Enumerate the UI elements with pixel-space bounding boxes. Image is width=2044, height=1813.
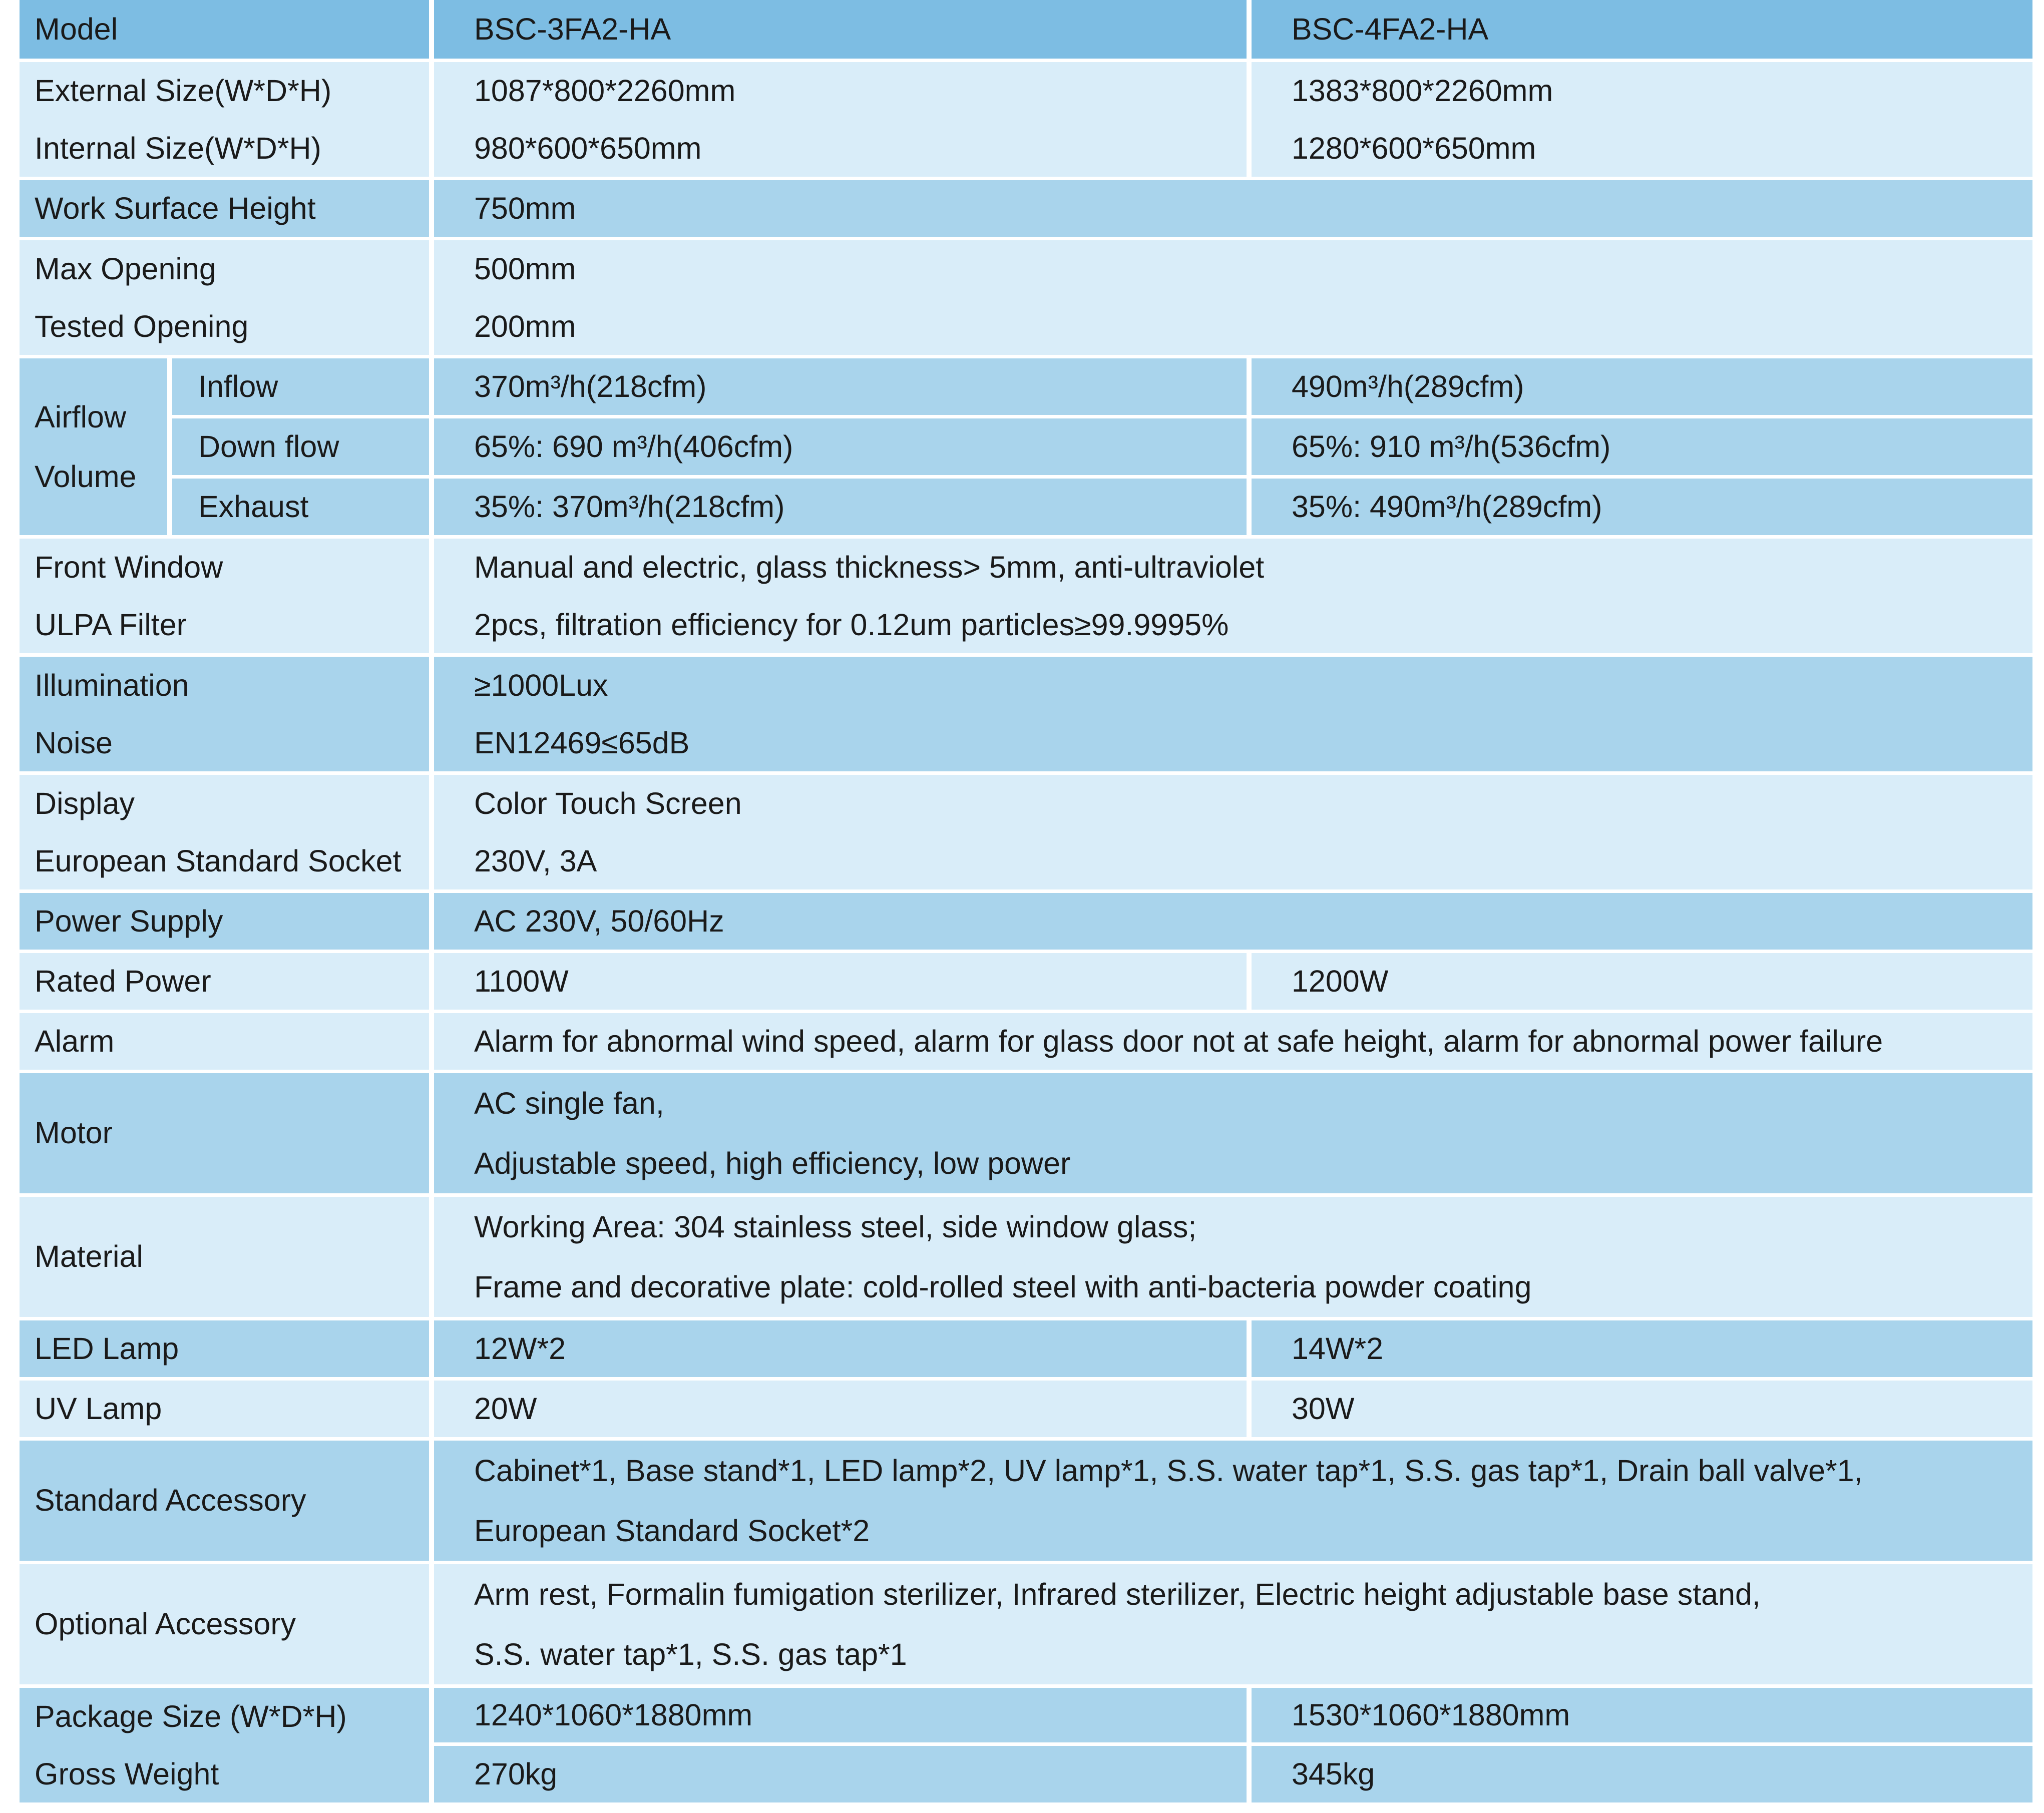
table-row [20,1381,2032,1441]
row-label: Package Size (W*D*H) [20,1688,434,1746]
airflow-label [20,358,172,539]
airflow-sub-label: Inflow [172,358,434,418]
table-row [20,418,2032,479]
row-label: Rated Power [20,953,434,1013]
cell-value-b: 1383*800*2260mm [1252,62,2032,120]
row-label: LED Lamp [20,1320,434,1381]
airflow-sub-label: Down flow [172,418,434,479]
cell-value-b: 30W [1252,1381,2032,1441]
cell-line: European Standard Socket*2 [474,1514,870,1548]
cell-value: Manual and electric, glass thickness> 5mm, anti-ultraviolet [434,539,2032,597]
cell-value: 200mm [434,298,2032,358]
row-label: Max Opening [20,240,434,298]
row-label: Illumination [20,657,434,715]
row-label: Internal Size(W*D*H) [20,120,434,180]
row-label: Display [20,775,434,833]
cell-value-b: 1200W [1252,953,2032,1013]
cell-value-a: 370m³/h(218cfm) [434,358,1252,418]
cell-value-b: 14W*2 [1252,1320,2032,1381]
cell-value-a: 980*600*650mm [434,120,1252,180]
airflow-label-line2: Volume [35,459,137,494]
row-label: Tested Opening [20,298,434,358]
cell-value: ≥1000Lux [434,657,2032,715]
table-row [20,479,2032,539]
row-label: UV Lamp [20,1381,434,1441]
cell-value-b: 35%: 490m³/h(289cfm) [1252,479,2032,539]
cell-value-b: 490m³/h(289cfm) [1252,358,2032,418]
airflow-label-line1: Airflow [35,399,127,434]
table-row [20,1746,2032,1806]
row-label: Alarm [20,1013,434,1073]
cell-value-a: 1087*800*2260mm [434,62,1252,120]
row-label: Motor [20,1073,434,1197]
cell-line: Adjustable speed, high efficiency, low power [474,1146,1071,1180]
row-label: ULPA Filter [20,597,434,657]
cell-value: Color Touch Screen [434,775,2032,833]
cell-line: Frame and decorative plate: cold-rolled steel with anti-bacteria powder coating [474,1270,1532,1304]
table-row [20,240,2032,298]
cell-value-b: 65%: 910 m³/h(536cfm) [1252,418,2032,479]
row-label: European Standard Socket [20,833,434,893]
cell-value-a: 1240*1060*1880mm [434,1688,1252,1746]
cell-value: EN12469≤65dB [434,715,2032,775]
row-label: Optional Accessory [20,1564,434,1688]
header-row [20,0,2032,62]
row-label: Material [20,1197,434,1320]
table-row [20,539,2032,597]
cell-value [434,1564,2032,1688]
cell-line: Arm rest, Formalin fumigation sterilizer, Infrared sterilizer, Electric height adjustable base stand, [474,1577,1761,1611]
table-row [20,1073,2032,1197]
table-row [20,358,2032,418]
cell-value-b: 1280*600*650mm [1252,120,2032,180]
table-row [20,1441,2032,1564]
model-b-header: BSC-4FA2-HA [1252,0,2032,62]
table-row [20,833,2032,893]
header-label: Model [20,0,434,62]
cell-value: 2pcs, filtration efficiency for 0.12um particles≥99.9995% [434,597,2032,657]
row-label: Work Surface Height [20,180,434,240]
cell-value [434,1441,2032,1564]
cell-value-a: 65%: 690 m³/h(406cfm) [434,418,1252,479]
cell-value: Alarm for abnormal wind speed, alarm for glass door not at safe height, alarm for abnormal power failure [434,1013,2032,1073]
spec-table [20,0,2032,1806]
table-row [20,62,2032,120]
cell-value-b: 1530*1060*1880mm [1252,1688,2032,1746]
table-row [20,1197,2032,1320]
table-row [20,715,2032,775]
row-label: Power Supply [20,893,434,953]
table-row [20,1688,2032,1746]
cell-value-a: 20W [434,1381,1252,1441]
cell-value [434,1197,2032,1320]
cell-value-a: 12W*2 [434,1320,1252,1381]
table-row [20,1320,2032,1381]
cell-line: Cabinet*1, Base stand*1, LED lamp*2, UV lamp*1, S.S. water tap*1, S.S. gas tap*1, Drain ball valve*1, [474,1454,1863,1488]
row-label: Front Window [20,539,434,597]
row-label: Noise [20,715,434,775]
row-label: Standard Accessory [20,1441,434,1564]
cell-line: AC single fan, [474,1086,664,1120]
cell-value: 500mm [434,240,2032,298]
row-label: Gross Weight [20,1746,434,1806]
table-row [20,953,2032,1013]
table-row [20,1013,2032,1073]
table-row [20,180,2032,240]
table-row [20,893,2032,953]
table-row [20,1564,2032,1688]
cell-line: Working Area: 304 stainless steel, side window glass; [474,1210,1197,1244]
table-row [20,597,2032,657]
cell-value: 230V, 3A [434,833,2032,893]
cell-value [434,1073,2032,1197]
cell-value: AC 230V, 50/60Hz [434,893,2032,953]
cell-value-a: 35%: 370m³/h(218cfm) [434,479,1252,539]
row-label: External Size(W*D*H) [20,62,434,120]
table-row [20,657,2032,715]
table-row [20,120,2032,180]
cell-value-a: 270kg [434,1746,1252,1806]
cell-value-b: 345kg [1252,1746,2032,1806]
airflow-sub-label: Exhaust [172,479,434,539]
table-row [20,298,2032,358]
model-a-header: BSC-3FA2-HA [434,0,1252,62]
cell-line: S.S. water tap*1, S.S. gas tap*1 [474,1637,907,1671]
cell-value-a: 1100W [434,953,1252,1013]
table-row [20,775,2032,833]
cell-value: 750mm [434,180,2032,240]
